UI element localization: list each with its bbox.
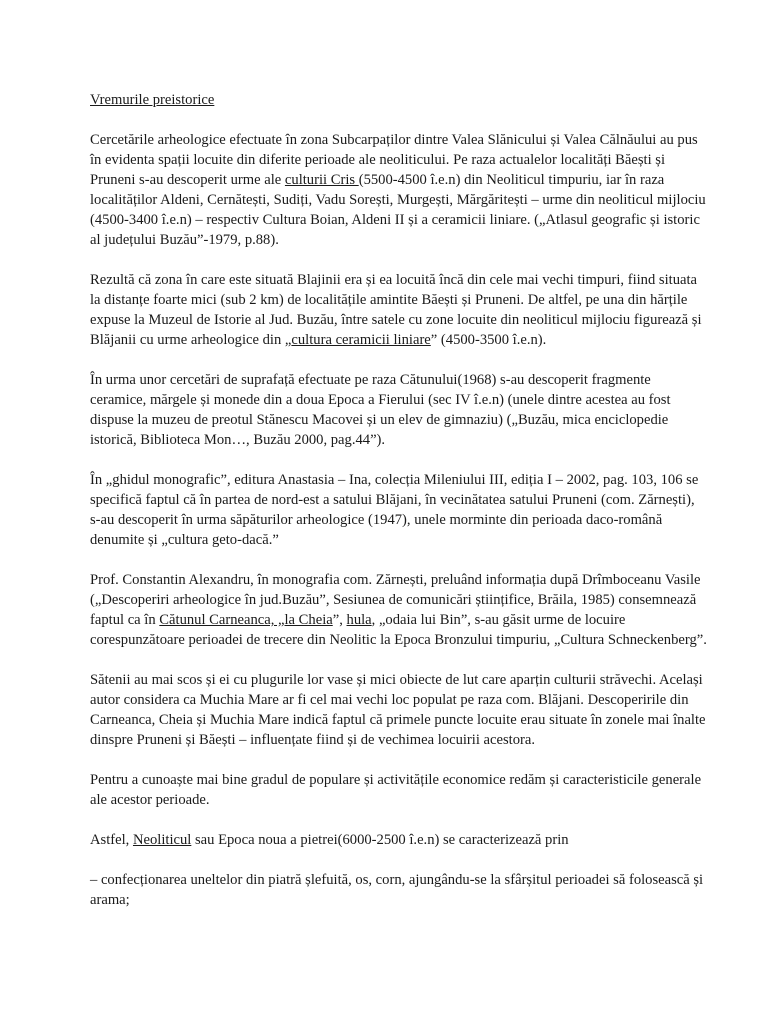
text-run: Prof. Constantin Alexandru, în monografia com. Zărnești, preluând informația după Drîmboceanu Vasile („Descoperiri arheologice în jud.Buzău”, Sesiunea de comunicări științifice, Brăila, 1985) consemnează faptul ca în bbox=[90, 572, 701, 628]
section-title: Vremurile preistorice bbox=[90, 92, 215, 108]
text-run: Rezultă că zona în care este situată Blajinii era și ea locuită încă din cele mai vechi timpuri, fiind situata la distanțe foarte mici (sub 2 km) de localitățile amintite Băești și Pruneni. De altfel, pe una din hărțile expuse la Muzeul de Istorie al Jud. Buzău, între satele cu zone locuite din neoliticul mijlociu figurează și Blăjanii cu urme arheologice din „ bbox=[90, 272, 702, 348]
paragraph bbox=[90, 870, 708, 910]
paragraph bbox=[90, 470, 708, 550]
document-body bbox=[90, 130, 708, 910]
text-run: sau Epoca noua a pietrei(6000-2500 î.e.n) se caracterizează prin bbox=[191, 832, 569, 848]
text-run: Sătenii au mai scos și ei cu plugurile lor vase și mici obiecte de lut care aparțin culturii străvechi. Același autor considera ca Muchia Mare ar fi cel mai vechi loc populat pe raza com. Blăjani. Descoperirile din Carneanca, Cheia și Muchia Mare indică faptul că primele puncte locuite erau situate în zonele mai înalte dinspre Pruneni și Băești – influențate fiind și de vechimea locuirii acestora. bbox=[90, 672, 706, 748]
underlined-text: cultura ceramicii liniare bbox=[291, 332, 431, 348]
text-run: În „ghidul monografic”, editura Anastasia – Ina, colecția Mileniului III, ediția I – 2002, pag. 103, 106 se specifică faptul că în partea de nord-est a satului Blăjani, în vecinătatea satului Pruneni (com. Zărnești), s-au descoperit în urma săpăturilor arheologice (1947), unele morminte din perioada daco-română denumite și „cultura geto-dacă.” bbox=[90, 472, 699, 548]
paragraph bbox=[90, 670, 708, 750]
underlined-text: Cătunul Carneanca, „la Cheia bbox=[159, 612, 333, 628]
paragraph bbox=[90, 130, 708, 250]
paragraph bbox=[90, 770, 708, 810]
paragraph bbox=[90, 270, 708, 350]
paragraph bbox=[90, 830, 708, 850]
text-run: În urma unor cercetări de suprafață efectuate pe raza Cătunului(1968) s-au descoperit fragmente ceramice, mărgele și monede din a doua Epoca a Fierului (sec IV î.e.n) (unele dintre acestea au fost dispuse la muzeu de preotul Stănescu Macovei și un elev de gimnaziu) („Buzău, mica enciclopedie istorică, Biblioteca Mon…, Buzău 2000, pag.44”). bbox=[90, 372, 671, 448]
text-run: – confecționarea uneltelor din piatră șlefuită, os, corn, ajungându-se la sfârșitul perioadei să folosească și arama; bbox=[90, 872, 704, 908]
text-run: Astfel, bbox=[90, 832, 133, 848]
text-run: Cercetările arheologice efectuate în zona Subcarpaților dintre Valea Slănicului și Valea Călnăului au pus în evidenta spații locuite din diferite perioade ale neoliticului. Pe raza actualelor localități Băești și Pruneni s-au descoperit urme ale bbox=[90, 132, 698, 188]
text-run: , „odaia lui Bin”, s-au găsit urme de locuire corespunzătoare perioadei de trecere din Neolitic la Epoca Bronzului timpuriu, „Cultura Schneckenberg”. bbox=[90, 612, 707, 648]
paragraph bbox=[90, 570, 708, 650]
underlined-text: hula bbox=[346, 612, 372, 628]
text-run: ”, bbox=[332, 612, 347, 628]
text-run: Pentru a cunoaște mai bine gradul de populare și activitățile economice redăm și caracteristicile generale ale acestor perioade. bbox=[90, 772, 702, 808]
underlined-text: Neoliticul bbox=[132, 832, 192, 848]
paragraph bbox=[90, 370, 708, 450]
underlined-text: culturii Cris bbox=[284, 172, 359, 188]
text-run: ” (4500-3500 î.e.n). bbox=[430, 332, 547, 348]
text-run: (5500-4500 î.e.n) din Neoliticul timpuriu, iar în raza localităților Aldeni, Cernătești, Sudiți, Vadu Sorești, Murgești, Mărgăritești – urme din neoliticul mijlociu (4500-3400 î.e.n) – respectiv Cultura Boian, Aldeni II și a ceramicii liniare. („Atlasul geografic și istoric al județului Buzău”-1979, p.88). bbox=[90, 172, 706, 248]
